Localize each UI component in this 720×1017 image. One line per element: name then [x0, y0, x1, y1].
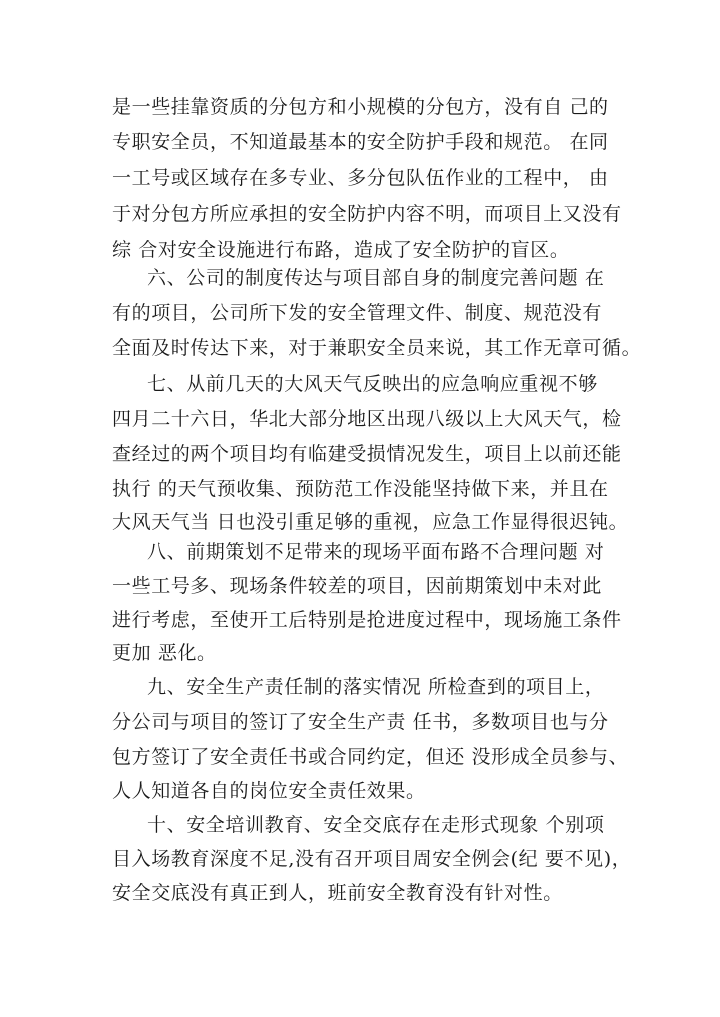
text-line: 包方签订了安全责任书或合同约定，但还 没形成全员参与、	[112, 746, 629, 768]
text-line: 专职安全员，不知道最基本的安全防护手段和规范。 在同	[112, 131, 609, 153]
text-line: 四月二十六日，华北大部分地区出现八级以上大风天气，检	[112, 408, 622, 430]
text-line: 执行 的天气预收集、预防范工作没能坚持做下来，并且在	[112, 478, 609, 500]
text-line: 更加 恶化。	[112, 642, 217, 664]
text-line: 全面及时传达下来，对于兼职安全员来说，其工作无章可循。	[112, 337, 642, 359]
text-line: 综 合对安全设施进行布路，造成了安全防护的盲区。	[112, 239, 570, 261]
text-line: 有的项目，公司所下发的安全管理文件、制度、规范没有	[112, 302, 603, 324]
text-line: 进行考虑，至使开工后特别是抢进度过程中，现场施工条件	[112, 609, 622, 631]
text-line: 于对分包方所应承担的安全防护内容不明，而项目上又没有	[112, 203, 622, 225]
text-line: 一工号或区域存在多专业、多分包队伍作业的工程中， 由	[112, 167, 609, 189]
text-line: 目入场教育深度不足,没有召开项目周安全例会(纪 要不见)，	[112, 848, 632, 870]
text-line: 安全交底没有真正到人，班前安全教育没有针对性。	[112, 882, 563, 904]
section-heading-6: 六、公司的制度传达与项目部自身的制度完善问题 在	[147, 267, 605, 289]
section-heading-10: 十、安全培训教育、安全交底存在走形式现象 个别项	[147, 814, 605, 836]
section-heading-7: 七、从前几天的大风天气反映出的应急响应重视不够	[147, 373, 598, 395]
text-line: 是一些挂靠资质的分包方和小规模的分包方，没有自 己的	[112, 96, 609, 118]
section-heading-8: 八、前期策划不足带来的现场平面布路不合理问题 对	[147, 541, 605, 563]
text-line: 查经过的两个项目均有临建受损情况发生，项目上以前还能	[112, 443, 622, 465]
text-line: 一些工号多、现场条件较差的项目，因前期策划中未对此	[112, 575, 603, 597]
text-line: 分公司与项目的签订了安全生产责 任书，多数项目也与分	[112, 711, 609, 733]
text-line: 大风天气当 日也没引重足够的重视，应急工作显得很迟钝。	[112, 511, 629, 533]
text-line: 人人知道各自的岗位安全责任效果。	[112, 780, 426, 802]
section-heading-9: 九、安全生产责任制的落实情况 所检查到的项目上，	[147, 676, 605, 698]
